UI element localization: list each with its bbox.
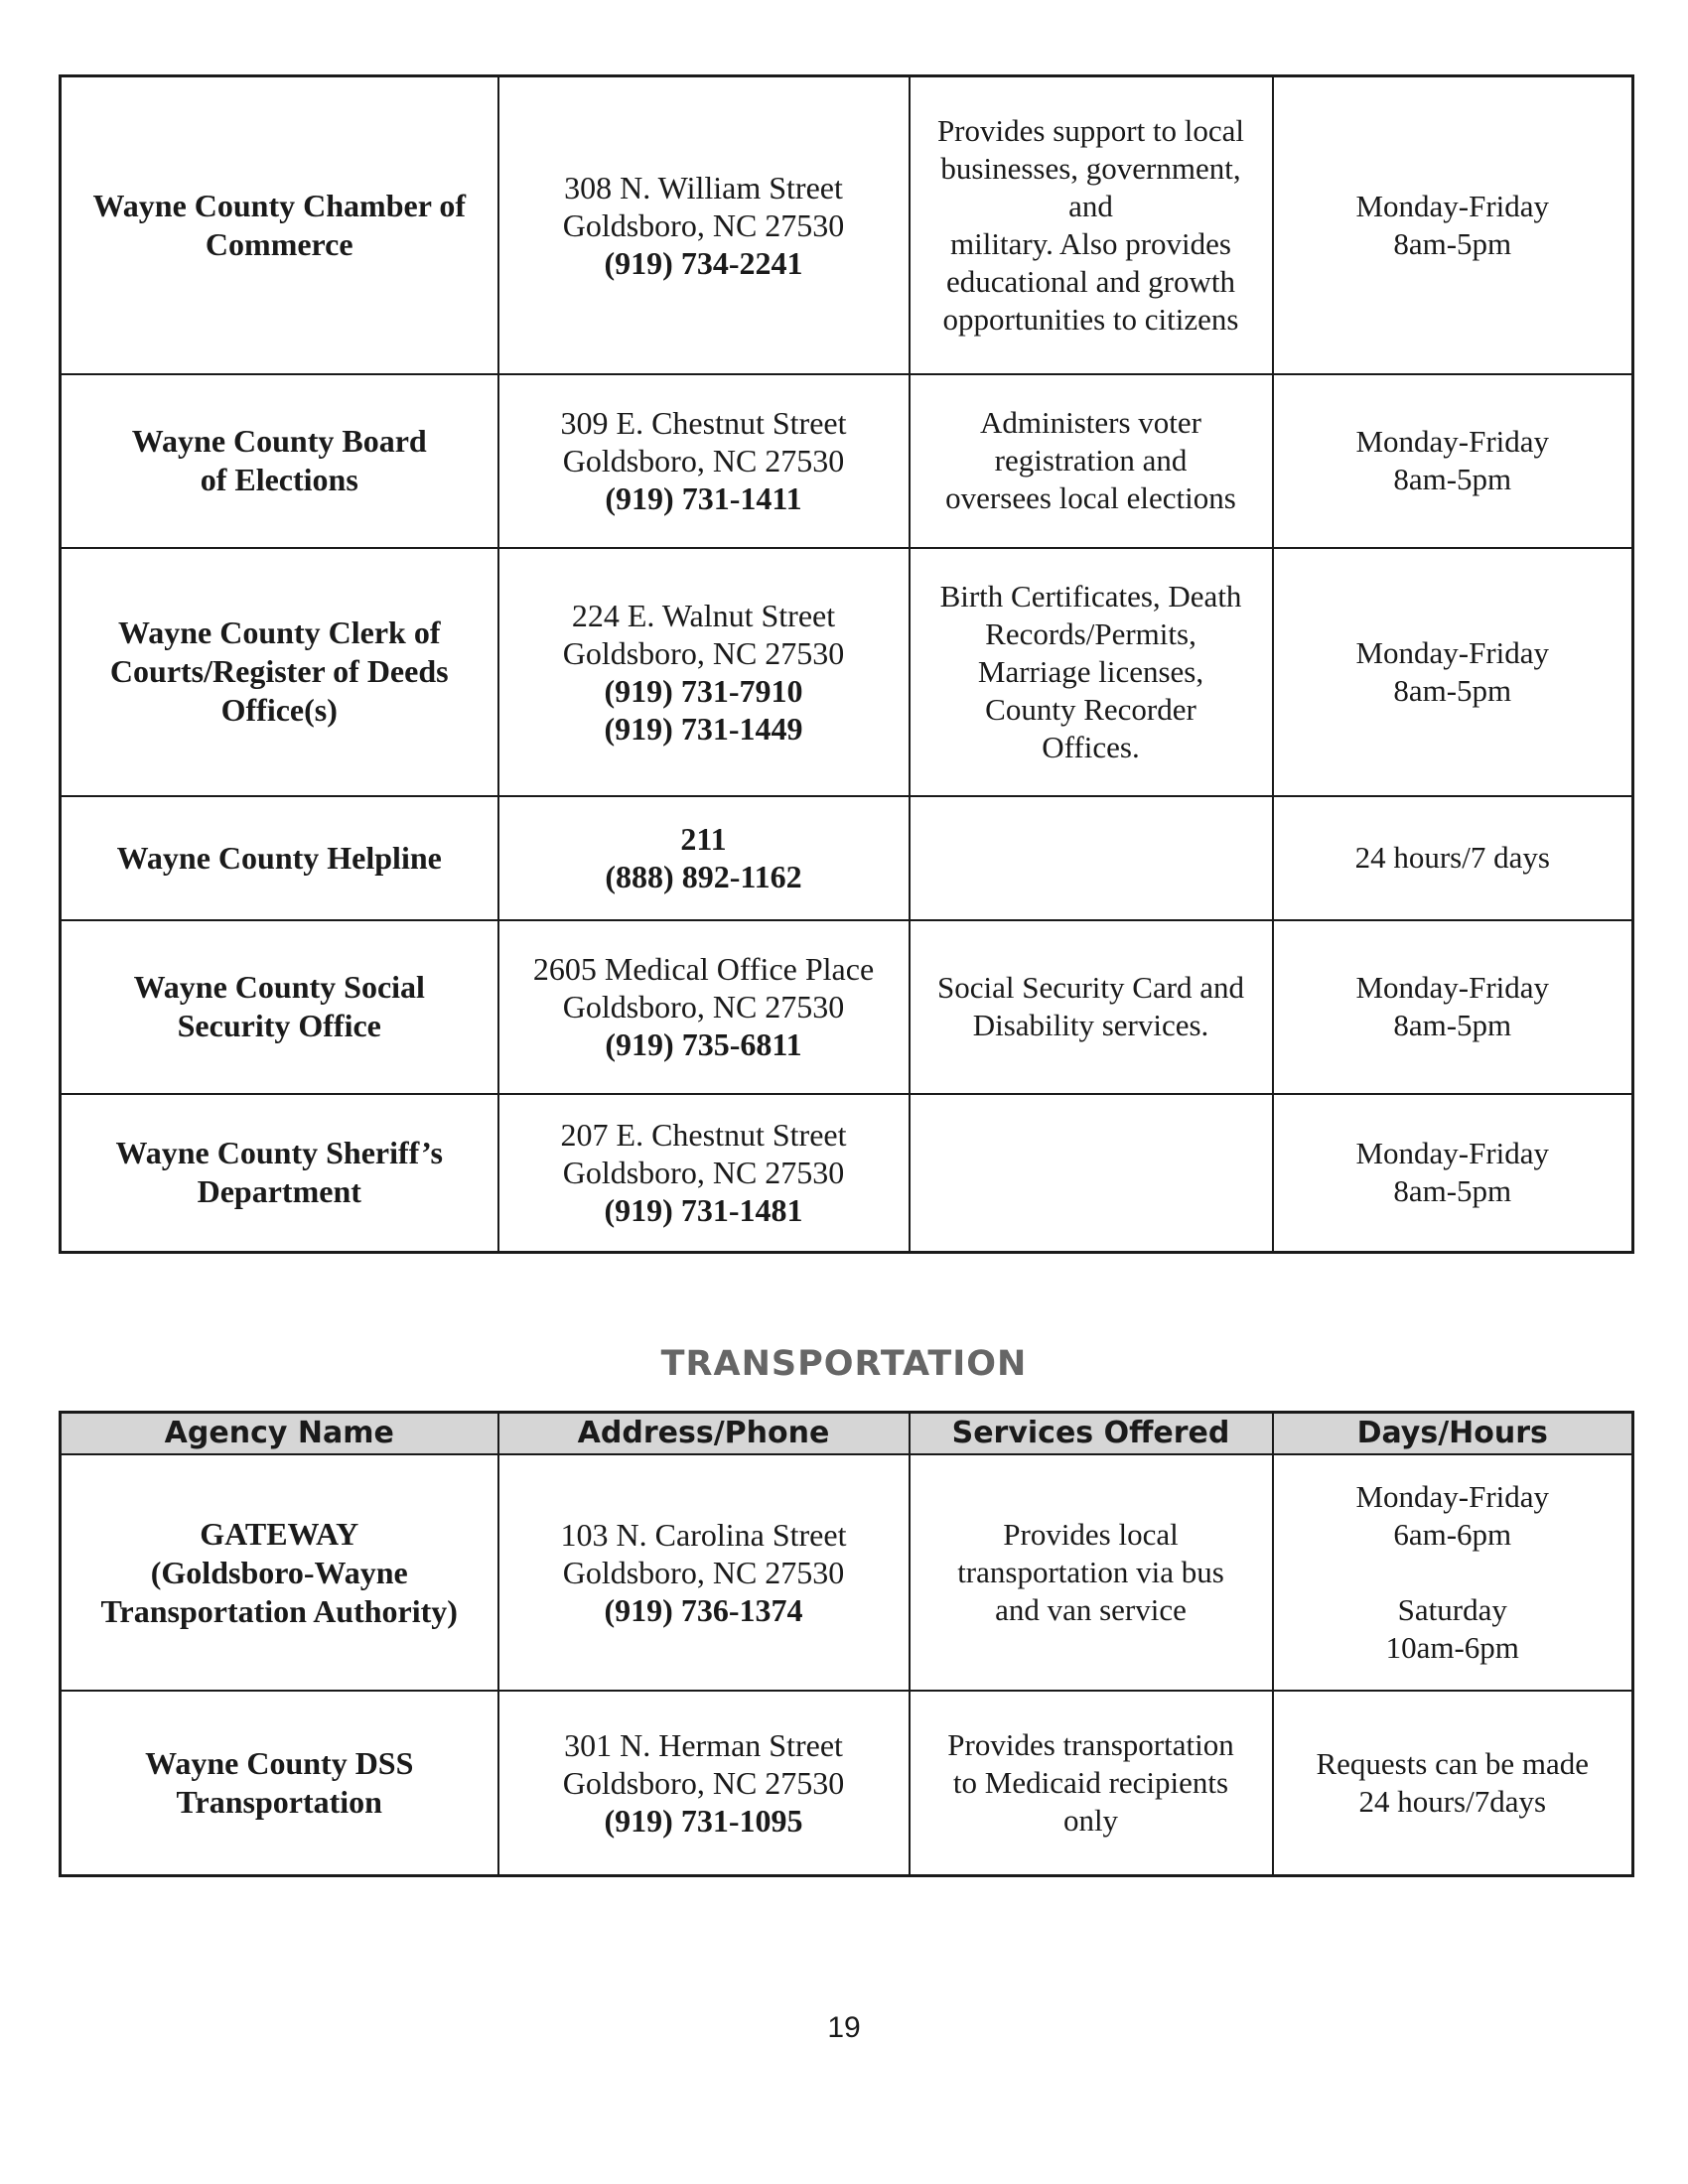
phone-number: 211: [680, 821, 727, 857]
service-description-line: oversees local elections: [945, 480, 1236, 515]
service-description-line: Birth Certificates, Death: [939, 578, 1242, 614]
phone-number: (919) 731-1481: [604, 1192, 803, 1229]
table-row: [61, 548, 1633, 796]
hours-line: 24 hours/7days: [1358, 1783, 1547, 1819]
agency-name-cell: [61, 1691, 498, 1875]
agency-name-line: Wayne County Clerk of: [118, 614, 441, 650]
agency-name-line: Transportation: [176, 1783, 382, 1820]
agency-name-line: (Goldsboro-Wayne: [150, 1554, 408, 1590]
hours-cell: [1273, 374, 1633, 548]
agency-name-line: Wayne County Social: [133, 969, 425, 1005]
agency-name-line: Wayne County Board: [131, 423, 427, 459]
service-description-line: Provides support to local: [936, 112, 1245, 148]
hours-cell: [1273, 76, 1633, 374]
address-phone-cell: [498, 548, 910, 796]
hours-cell: [1273, 548, 1633, 796]
table-row: [61, 1454, 1633, 1691]
phone-number: (919) 731-1095: [604, 1802, 803, 1839]
service-description-line: registration and: [994, 443, 1188, 478]
services-cell: [910, 1691, 1273, 1875]
service-description-line: only: [1062, 1802, 1119, 1838]
hours-line: Monday-Friday: [1355, 424, 1550, 459]
hours-line: Monday-Friday: [1355, 970, 1550, 1005]
hours-line: Monday-Friday: [1355, 634, 1550, 670]
street-address: 224 E. Walnut Street: [571, 597, 836, 633]
services-cell: [910, 76, 1273, 374]
agency-name-line: Wayne County Chamber of: [92, 187, 466, 223]
agency-name-cell: [61, 920, 498, 1094]
table-row: [61, 920, 1633, 1094]
hours-line: 24 hours/7 days: [1354, 840, 1550, 875]
service-description-line: Social Security Card and: [936, 970, 1245, 1005]
service-description-line: to Medicaid recipients: [952, 1764, 1229, 1800]
agency-name-line: of Elections: [200, 462, 358, 497]
agency-name-cell: [61, 374, 498, 548]
service-description-line: County Recorder: [985, 691, 1196, 727]
city-state-zip: Goldsboro, NC 27530: [562, 989, 845, 1024]
address-phone-cell: [498, 920, 910, 1094]
agency-name-line: Wayne County Sheriff’s: [115, 1135, 443, 1171]
services-cell: [910, 548, 1273, 796]
agency-name-cell: [61, 1454, 498, 1691]
street-address: 308 N. William Street: [564, 169, 843, 205]
agency-name-line: Courts/Register of Deeds: [109, 653, 449, 689]
service-description-line: Records/Permits,: [985, 615, 1196, 651]
agency-name-line: Security Office: [177, 1008, 381, 1043]
hours-line: Saturday: [1397, 1592, 1507, 1627]
address-phone-cell: [498, 76, 910, 374]
agency-name-line: GATEWAY: [200, 1515, 359, 1552]
service-description-line: and van service: [995, 1592, 1187, 1627]
street-address: 301 N. Herman Street: [564, 1726, 843, 1763]
service-description-line: educational and growth: [946, 263, 1235, 299]
hours-cell: [1273, 1454, 1633, 1691]
services-cell: [910, 1094, 1273, 1253]
phone-number: (919) 734-2241: [604, 244, 803, 281]
page-number: 19: [827, 2011, 861, 2044]
phone-number: (919) 731-7910: [604, 672, 803, 709]
hours-line: Monday-Friday: [1355, 1479, 1550, 1514]
city-state-zip: Goldsboro, NC 27530: [562, 1764, 845, 1801]
agency-name-cell: [61, 548, 498, 796]
street-address: 103 N. Carolina Street: [560, 1517, 847, 1553]
hours-line: 8am-5pm: [1393, 672, 1512, 708]
service-description-line: businesses, government,: [940, 150, 1241, 186]
city-state-zip: Goldsboro, NC 27530: [562, 443, 845, 478]
service-description-line: and: [1068, 188, 1113, 223]
phone-number: (888) 892-1162: [605, 859, 802, 894]
table-row: [61, 1691, 1633, 1875]
address-phone-cell: [498, 1691, 910, 1875]
services-cell: [910, 374, 1273, 548]
table-header-row: [61, 1413, 1633, 1455]
phone-number: (919) 731-1449: [604, 710, 803, 747]
service-description-line: Provides transportation: [947, 1726, 1234, 1762]
hours-line: Monday-Friday: [1355, 188, 1550, 223]
hours-line: 10am-6pm: [1385, 1630, 1519, 1665]
table-row: [61, 374, 1633, 548]
address-phone-cell: [498, 1454, 910, 1691]
spacer: [1280, 1554, 1626, 1591]
hours-cell: [1273, 1691, 1633, 1875]
agency-name-line: Wayne County Helpline: [116, 839, 442, 876]
services-cell: [910, 796, 1273, 920]
phone-number: (919) 731-1411: [605, 480, 802, 516]
header-address-phone: Address/Phone: [498, 1413, 910, 1455]
service-description-line: Administers voter: [980, 405, 1201, 440]
service-description-line: Offices.: [1042, 729, 1140, 764]
service-description-line: opportunities to citizens: [942, 301, 1239, 337]
hours-line: 8am-5pm: [1393, 1173, 1512, 1209]
street-address: 309 E. Chestnut Street: [560, 405, 847, 441]
agency-name-line: Wayne County DSS: [145, 1744, 414, 1781]
street-address: 2605 Medical Office Place: [532, 951, 875, 987]
hours-line: Monday-Friday: [1355, 1136, 1550, 1171]
agency-name-cell: [61, 796, 498, 920]
section-heading-transportation: TRANSPORTATION: [660, 1344, 1028, 1384]
hours-line: 6am-6pm: [1393, 1517, 1512, 1552]
header-days-hours: Days/Hours: [1273, 1413, 1633, 1455]
table-row: [61, 76, 1633, 374]
agency-name-line: Transportation Authority): [100, 1592, 458, 1629]
address-phone-cell: [498, 374, 910, 548]
service-description-line: Provides local: [1003, 1517, 1179, 1552]
hours-line: 8am-5pm: [1393, 1008, 1512, 1042]
header-services-offered: Services Offered: [910, 1413, 1273, 1455]
services-cell: [910, 920, 1273, 1094]
agency-name-line: Department: [197, 1173, 361, 1210]
service-description-line: Marriage licenses,: [977, 653, 1204, 689]
transportation-table: [59, 1411, 1634, 1877]
phone-number: (919) 735-6811: [605, 1026, 802, 1062]
hours-line: Requests can be made: [1316, 1745, 1590, 1781]
agency-table: [59, 74, 1634, 1254]
city-state-zip: Goldsboro, NC 27530: [562, 1555, 845, 1590]
agency-name-cell: [61, 76, 498, 374]
hours-cell: [1273, 796, 1633, 920]
address-phone-cell: [498, 1094, 910, 1253]
city-state-zip: Goldsboro, NC 27530: [562, 634, 845, 671]
city-state-zip: Goldsboro, NC 27530: [562, 206, 845, 243]
hours-cell: [1273, 920, 1633, 1094]
hours-cell: [1273, 1094, 1633, 1253]
hours-line: 8am-5pm: [1393, 225, 1512, 261]
agency-name-line: Office(s): [220, 692, 338, 728]
agency-name-cell: [61, 1094, 498, 1253]
service-description-line: military. Also provides: [950, 225, 1231, 261]
address-phone-cell: [498, 796, 910, 920]
table-row: [61, 796, 1633, 920]
hours-line: 8am-5pm: [1393, 462, 1512, 496]
phone-number: (919) 736-1374: [604, 1592, 803, 1628]
table-row: [61, 1094, 1633, 1253]
service-description-line: Disability services.: [972, 1008, 1209, 1042]
street-address: 207 E. Chestnut Street: [560, 1117, 847, 1154]
city-state-zip: Goldsboro, NC 27530: [562, 1155, 845, 1191]
services-cell: [910, 1454, 1273, 1691]
agency-name-line: Commerce: [205, 225, 353, 262]
header-agency-name: Agency Name: [61, 1413, 498, 1455]
service-description-line: transportation via bus: [957, 1555, 1224, 1589]
